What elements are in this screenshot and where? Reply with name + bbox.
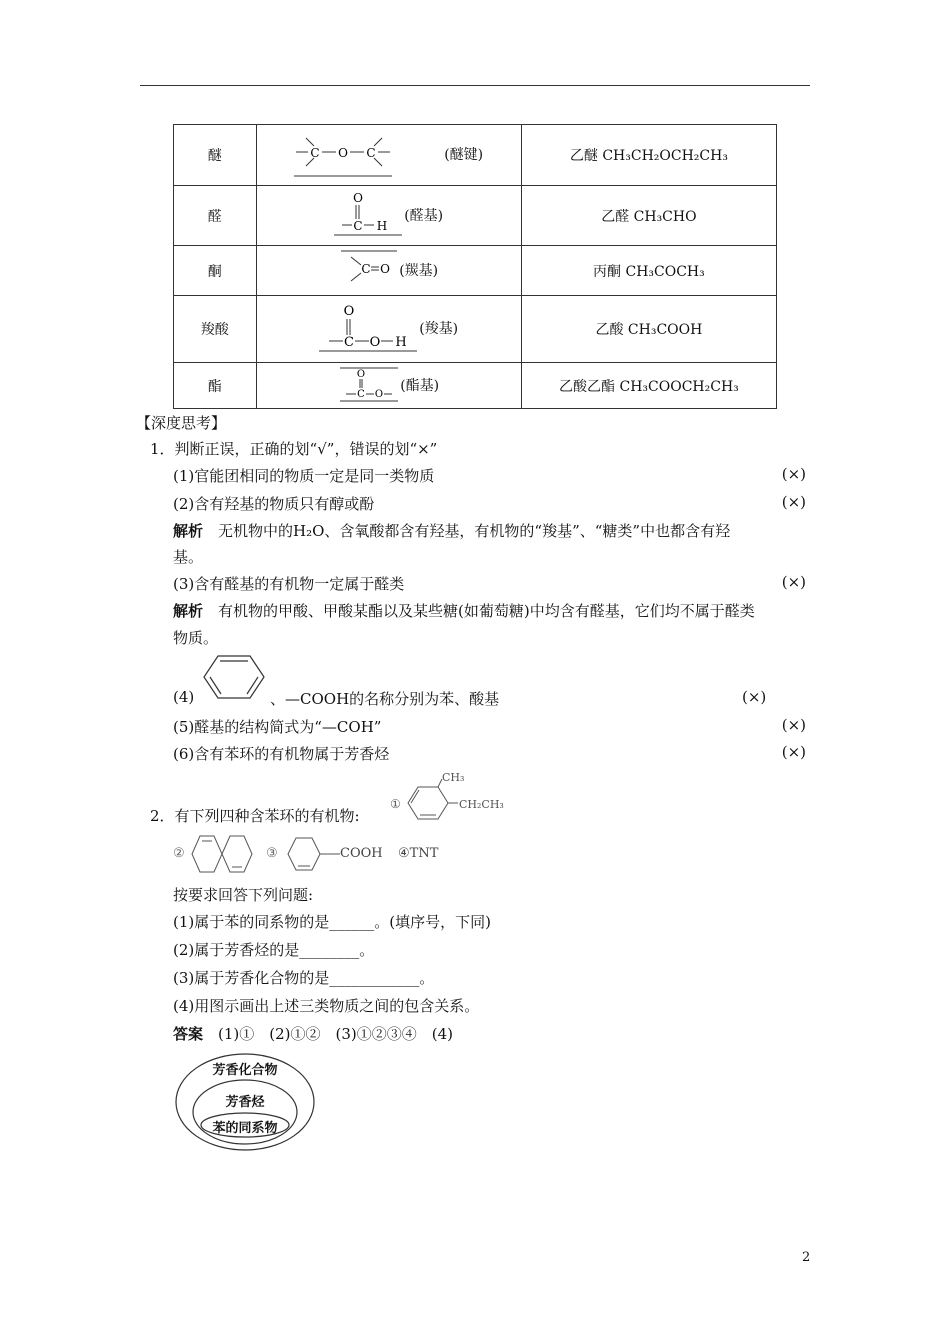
q1-item-1: [173, 465, 810, 486]
example: 乙酸 CH₃COOH: [521, 296, 776, 363]
venn-inner-label: 苯的同系物: [212, 1121, 278, 1136]
explanation-2-cont: 物质。: [173, 629, 219, 647]
svg-text:C: C: [357, 388, 366, 400]
group-label: (醛基): [404, 207, 444, 224]
q1-item-4-text: 、—COOH的名称分别为苯、酸基: [270, 690, 500, 708]
example: 丙酮 CH₃COCH₃: [521, 246, 776, 296]
ketone-structure: [256, 246, 521, 296]
item-text: (1)官能团相同的物质一定是同一类物质: [173, 467, 435, 485]
svg-text:O: O: [338, 146, 349, 160]
svg-text:C: C: [361, 261, 371, 276]
svg-text:H: H: [376, 218, 388, 233]
example: 乙醚 CH₃CH₂OCH₂CH₃: [521, 125, 776, 186]
methyl-label: CH₃: [442, 771, 465, 784]
ester-structure: [256, 363, 521, 409]
table-row: [174, 246, 777, 296]
ether-structure: [256, 125, 521, 186]
cooh-label: COOH: [340, 846, 383, 861]
q2-sub-1: (1)属于苯的同系物的是______。(填序号，下同): [173, 913, 491, 931]
group-label: (羧基): [419, 321, 459, 337]
svg-text:C: C: [353, 218, 363, 233]
question-1-title: 1．判断正误，正确的划“√”，错误的划“×”: [150, 440, 438, 458]
class-name: 酯: [174, 363, 257, 409]
svg-text:C: C: [366, 146, 376, 160]
svg-text:C: C: [310, 146, 320, 160]
section-heading: 【深度思考】: [136, 414, 227, 432]
carboxyl-group-diagram: [319, 301, 419, 357]
venn-outer-label: 芳香化合物: [212, 1063, 278, 1078]
carboxyl-structure: [256, 296, 521, 363]
benzoic-acid-ring-icon: [284, 836, 342, 872]
q2-ask: 按要求回答下列问题:: [173, 886, 314, 904]
q1-item-2: [173, 493, 810, 514]
svg-text:C: C: [344, 335, 355, 350]
aldehyde-group-diagram: [334, 191, 404, 241]
carbonyl-group-diagram: [339, 249, 399, 293]
ether-bond-diagram: [294, 130, 444, 180]
page-number: 2: [802, 1250, 811, 1265]
table-row: [174, 296, 777, 363]
benzene-ring-icon: [200, 652, 268, 702]
answer-mark: (×): [781, 493, 806, 511]
svg-text:O: O: [353, 190, 364, 205]
q1-item-5: [173, 716, 810, 737]
q1-item-6: [173, 743, 810, 764]
class-name: 醛: [174, 186, 257, 246]
answer-text: (1)① (2)①② (3)①②③④ (4): [203, 1025, 454, 1043]
group-label: (羰基): [399, 262, 439, 279]
svg-text:O: O: [369, 335, 381, 350]
answer-mark: (×): [781, 743, 806, 761]
ester-group-diagram: [338, 366, 400, 406]
table-row: [174, 363, 777, 409]
explanation-label: 解析: [173, 522, 204, 540]
example: 乙酸乙酯 CH₃COOCH₂CH₃: [521, 363, 776, 409]
item-text: (6)含有苯环的有机物属于芳香烃: [173, 745, 390, 763]
explanation-text: 有机物的甲酸、甲酸某酯以及某些糖(如葡萄糖)中均含有醛基，它们均不属于醛类: [203, 602, 755, 620]
naphthalene-icon: [190, 832, 256, 876]
svg-text:O: O: [343, 304, 355, 319]
q2-sub-3: (3)属于芳香化合物的是____________。: [173, 969, 435, 987]
question-2-title: 2．有下列四种含苯环的有机物:: [150, 807, 360, 825]
class-name: 羧酸: [174, 296, 257, 363]
explanation-text: 无机物中的H₂O、含氧酸都含有羟基，有机物的“羧基”、“糖类”中也都含有羟: [203, 522, 731, 540]
answer-mark: (×): [781, 573, 806, 591]
answer-label: 答案: [173, 1025, 204, 1043]
svg-text:O: O: [375, 388, 384, 400]
explanation-2: [173, 600, 813, 621]
group-label: (醚键): [444, 147, 484, 163]
item-text: (3)含有醛基的有机物一定属于醛类: [173, 575, 405, 593]
q2-sub-4: (4)用图示画出上述三类物质之间的包含关系。: [173, 997, 480, 1015]
explanation-1-cont: 基。: [173, 548, 204, 566]
explanation-label: 解析: [173, 602, 204, 620]
class-name: 醚: [174, 125, 257, 186]
q1-item-3: [173, 573, 810, 594]
svg-text:H: H: [395, 335, 407, 350]
answer-mark: (×): [742, 688, 767, 706]
functional-group-table: [173, 124, 777, 409]
ethyl-label: CH₂CH₃: [459, 798, 504, 811]
table-row: [174, 186, 777, 246]
answer-mark: (×): [781, 716, 806, 734]
explanation-1: [173, 520, 813, 541]
aldehyde-structure: [256, 186, 521, 246]
compound-4: ④TNT: [398, 846, 439, 861]
svg-text:O: O: [357, 368, 366, 380]
answer-mark: (×): [781, 465, 806, 483]
header-rule: [140, 85, 810, 86]
item-text: (5)醛基的结构简式为“—COH”: [173, 718, 382, 736]
example: 乙醛 CH₃CHO: [521, 186, 776, 246]
compound-3-number: ③: [266, 846, 278, 861]
answer-line: [173, 1023, 453, 1044]
compound-1-number: ①: [390, 797, 401, 811]
compound-2-number: ②: [173, 846, 185, 861]
table-row: [174, 125, 777, 186]
svg-text:O: O: [380, 261, 391, 276]
q2-sub-2: (2)属于芳香烃的是________。: [173, 941, 375, 959]
item-text: (2)含有羟基的物质只有醇或酚: [173, 495, 375, 513]
class-name: 酮: [174, 246, 257, 296]
group-label: (酯基): [400, 377, 440, 394]
q1-item-4-label: (4): [173, 688, 195, 706]
venn-middle-label: 芳香烃: [225, 1095, 265, 1110]
